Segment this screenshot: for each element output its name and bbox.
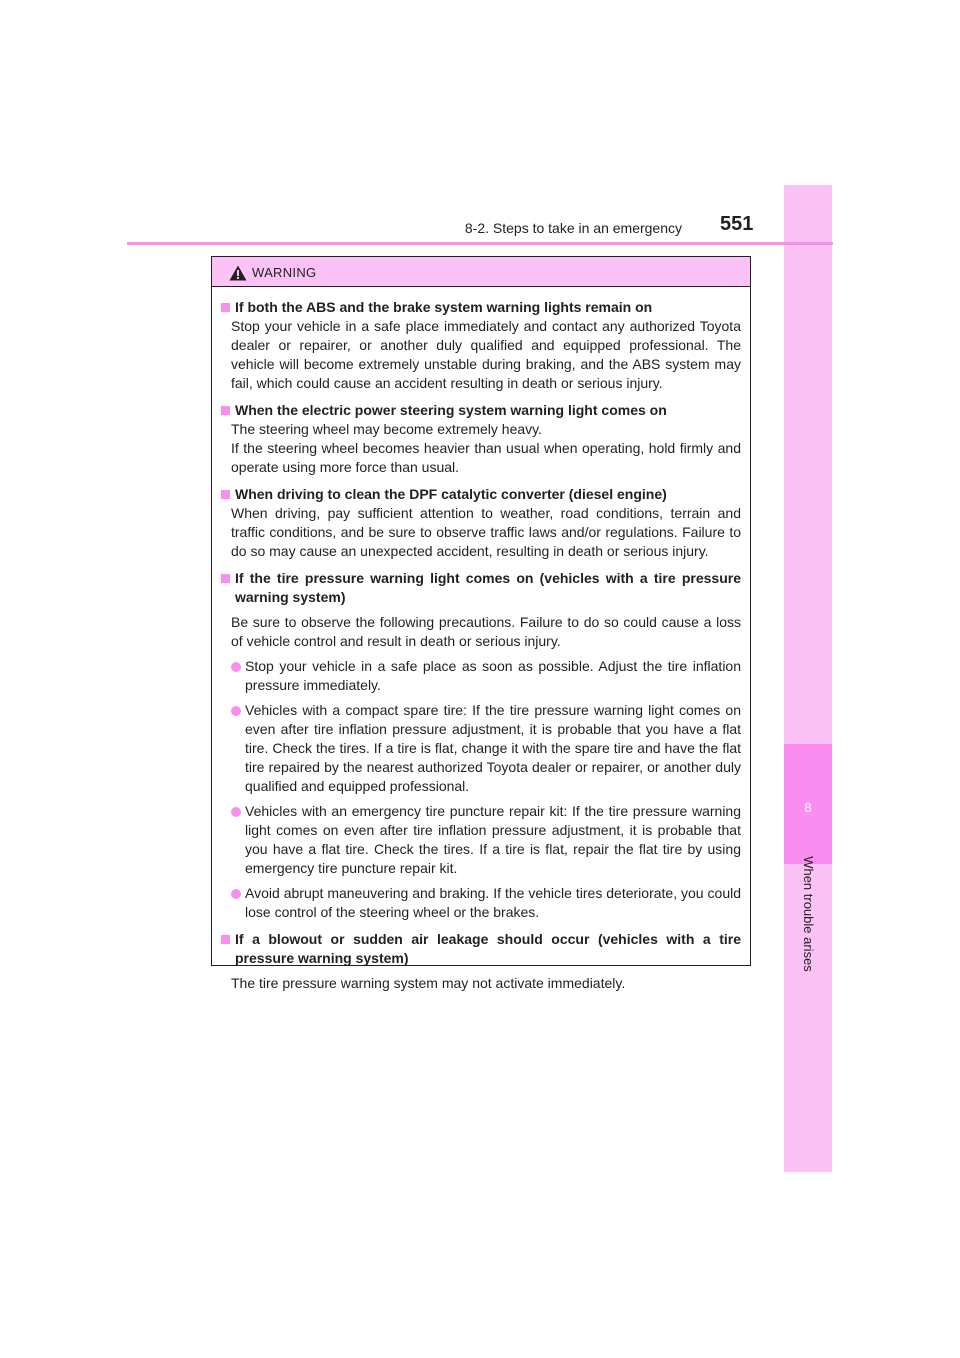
square-bullet-icon xyxy=(221,490,230,499)
page-number: 551 xyxy=(720,213,754,235)
warning-section-blowout xyxy=(221,930,741,993)
warning-section-abs-brake xyxy=(221,298,741,393)
list-item: Stop your vehicle in a safe place as soon as possible. Adjust the tire inflation pressure immediately. xyxy=(221,657,741,695)
warning-section-dpf xyxy=(221,485,741,561)
round-bullet-icon xyxy=(231,706,241,716)
chapter-number: 8 xyxy=(804,800,812,815)
section-paragraph: Be sure to observe the following precautions. Failure to do so could cause a loss of vehicle control and result in death or serious injury. xyxy=(231,614,741,649)
warning-header xyxy=(212,257,750,287)
round-bullet-icon xyxy=(231,662,241,672)
section-paragraph: Stop your vehicle in a safe place immediately and contact any authorized Toyota dealer or repairer, or another duly qualified and equipped professional. The vehicle will become extremely unstable during braking, and the ABS system may fail, which could cause an accident resulting in death or serious injury. xyxy=(231,318,741,391)
section-heading: When driving to clean the DPF catalytic converter (diesel engine) xyxy=(221,485,741,504)
section-paragraph: When driving, pay sufficient attention to weather, road conditions, terrain and traffic conditions, and be sure to observe traffic laws and/or regulations. Failure to do so may cause an unexpected accident, resulting in death or serious injury. xyxy=(231,505,741,559)
chapter-side-tab xyxy=(784,185,832,1172)
section-paragraph: If the steering wheel becomes heavier than usual when operating, hold firmly and operate using more force than usual. xyxy=(231,440,741,475)
warning-title: WARNING xyxy=(252,265,317,280)
section-paragraph: The steering wheel may become extremely heavy. xyxy=(231,421,542,437)
section-heading: If a blowout or sudden air leakage should occur (vehicles with a tire pressure warning system) xyxy=(221,930,741,968)
square-bullet-icon xyxy=(221,935,230,944)
square-bullet-icon xyxy=(221,303,230,312)
square-bullet-icon xyxy=(221,574,230,583)
warning-section-tire-pressure xyxy=(221,569,741,922)
chapter-label: When trouble arises xyxy=(801,856,816,972)
section-heading: When the electric power steering system warning light comes on xyxy=(221,401,741,420)
round-bullet-icon xyxy=(231,889,241,899)
round-bullet-icon xyxy=(231,807,241,817)
section-heading: If the tire pressure warning light comes on (vehicles with a tire pressure warning system) xyxy=(221,569,741,607)
warning-body xyxy=(212,287,750,993)
list-item: Avoid abrupt maneuvering and braking. If the vehicle tires deteriorate, you could lose control of the steering wheel or the brakes. xyxy=(221,884,741,922)
header-divider xyxy=(127,242,833,245)
list-item: Vehicles with a compact spare tire: If the tire pressure warning light comes on even after tire inflation pressure adjustment, it is probable that you have a flat tire. Check the tires. If a tire is flat, change it with the spare tire and have the flat tire repaired by the nearest authorized Toyota dealer or repairer, or another duly qualified and equipped professional. xyxy=(221,701,741,796)
list-item: Vehicles with an emergency tire puncture repair kit: If the tire pressure warning light comes on even after tire inflation pressure adjustment, it is probable that you have a flat tire. Check the tires. If a tire is flat, repair the flat tire by using emergency tire puncture repair kit. xyxy=(221,802,741,878)
square-bullet-icon xyxy=(221,406,230,415)
section-heading: If both the ABS and the brake system warning lights remain on xyxy=(221,298,741,317)
warning-box xyxy=(211,256,751,991)
warning-section-power-steering xyxy=(221,401,741,477)
section-paragraph: The tire pressure warning system may not activate immediately. xyxy=(231,975,626,991)
section-title: 8-2. Steps to take in an emergency xyxy=(464,220,682,236)
chapter-number-tab[interactable] xyxy=(784,744,832,864)
warning-triangle-icon xyxy=(229,265,247,281)
